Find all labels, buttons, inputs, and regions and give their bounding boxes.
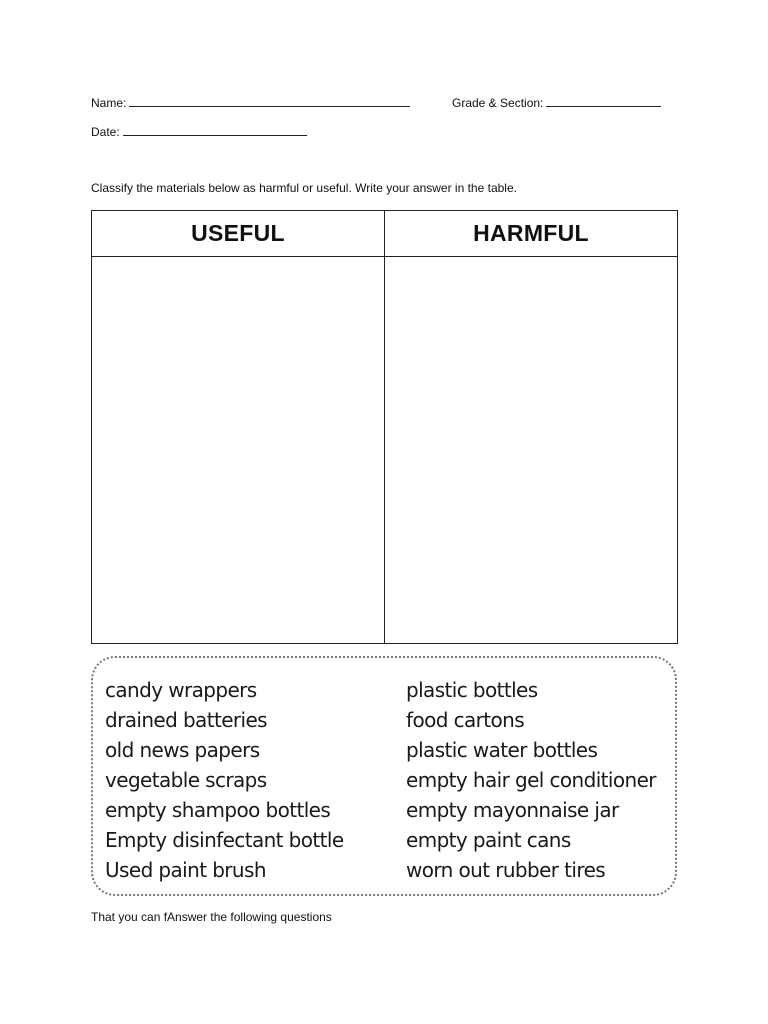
date-blank-line[interactable] — [123, 124, 307, 136]
word-bank-left-list — [105, 675, 344, 885]
footer-text: That you can fAnswer the following questions — [91, 910, 332, 924]
word-bank-box — [91, 656, 677, 896]
harmful-answer-cell[interactable] — [385, 257, 677, 643]
word-bank-item: empty mayonnaise jar — [406, 798, 619, 822]
word-bank-item: empty paint cans — [406, 828, 571, 852]
classification-table — [91, 210, 678, 644]
word-bank-item: plastic water bottles — [406, 738, 598, 762]
date-field — [91, 124, 307, 139]
word-bank-item: worn out rubber tires — [406, 858, 606, 882]
word-bank-item: Empty disinfectant bottle — [105, 828, 344, 852]
grade-section-blank-line[interactable] — [546, 95, 661, 107]
word-bank-item: candy wrappers — [105, 678, 257, 702]
word-bank-item: plastic bottles — [406, 678, 538, 702]
instructions-text: Classify the materials below as harmful or useful. Write your answer in the table. — [91, 181, 517, 195]
word-bank-item: food cartons — [406, 708, 525, 732]
name-field — [91, 95, 410, 110]
grade-section-label: Grade & Section: — [452, 96, 544, 110]
word-bank-item: old news papers — [105, 738, 260, 762]
harmful-column-header: HARMFUL — [473, 220, 589, 246]
name-blank-line[interactable] — [129, 95, 410, 107]
word-bank-item: empty shampoo bottles — [105, 798, 331, 822]
word-bank-item: Used paint brush — [105, 858, 266, 882]
word-bank-right-list — [406, 675, 656, 885]
date-label: Date: — [91, 125, 120, 139]
useful-answer-cell[interactable] — [92, 257, 384, 643]
word-bank-item: vegetable scraps — [105, 768, 267, 792]
word-bank-item: drained batteries — [105, 708, 268, 732]
word-bank-item: empty hair gel conditioner — [406, 768, 656, 792]
useful-column-header: USEFUL — [191, 220, 285, 246]
grade-section-field — [452, 95, 661, 110]
name-label: Name: — [91, 96, 127, 110]
